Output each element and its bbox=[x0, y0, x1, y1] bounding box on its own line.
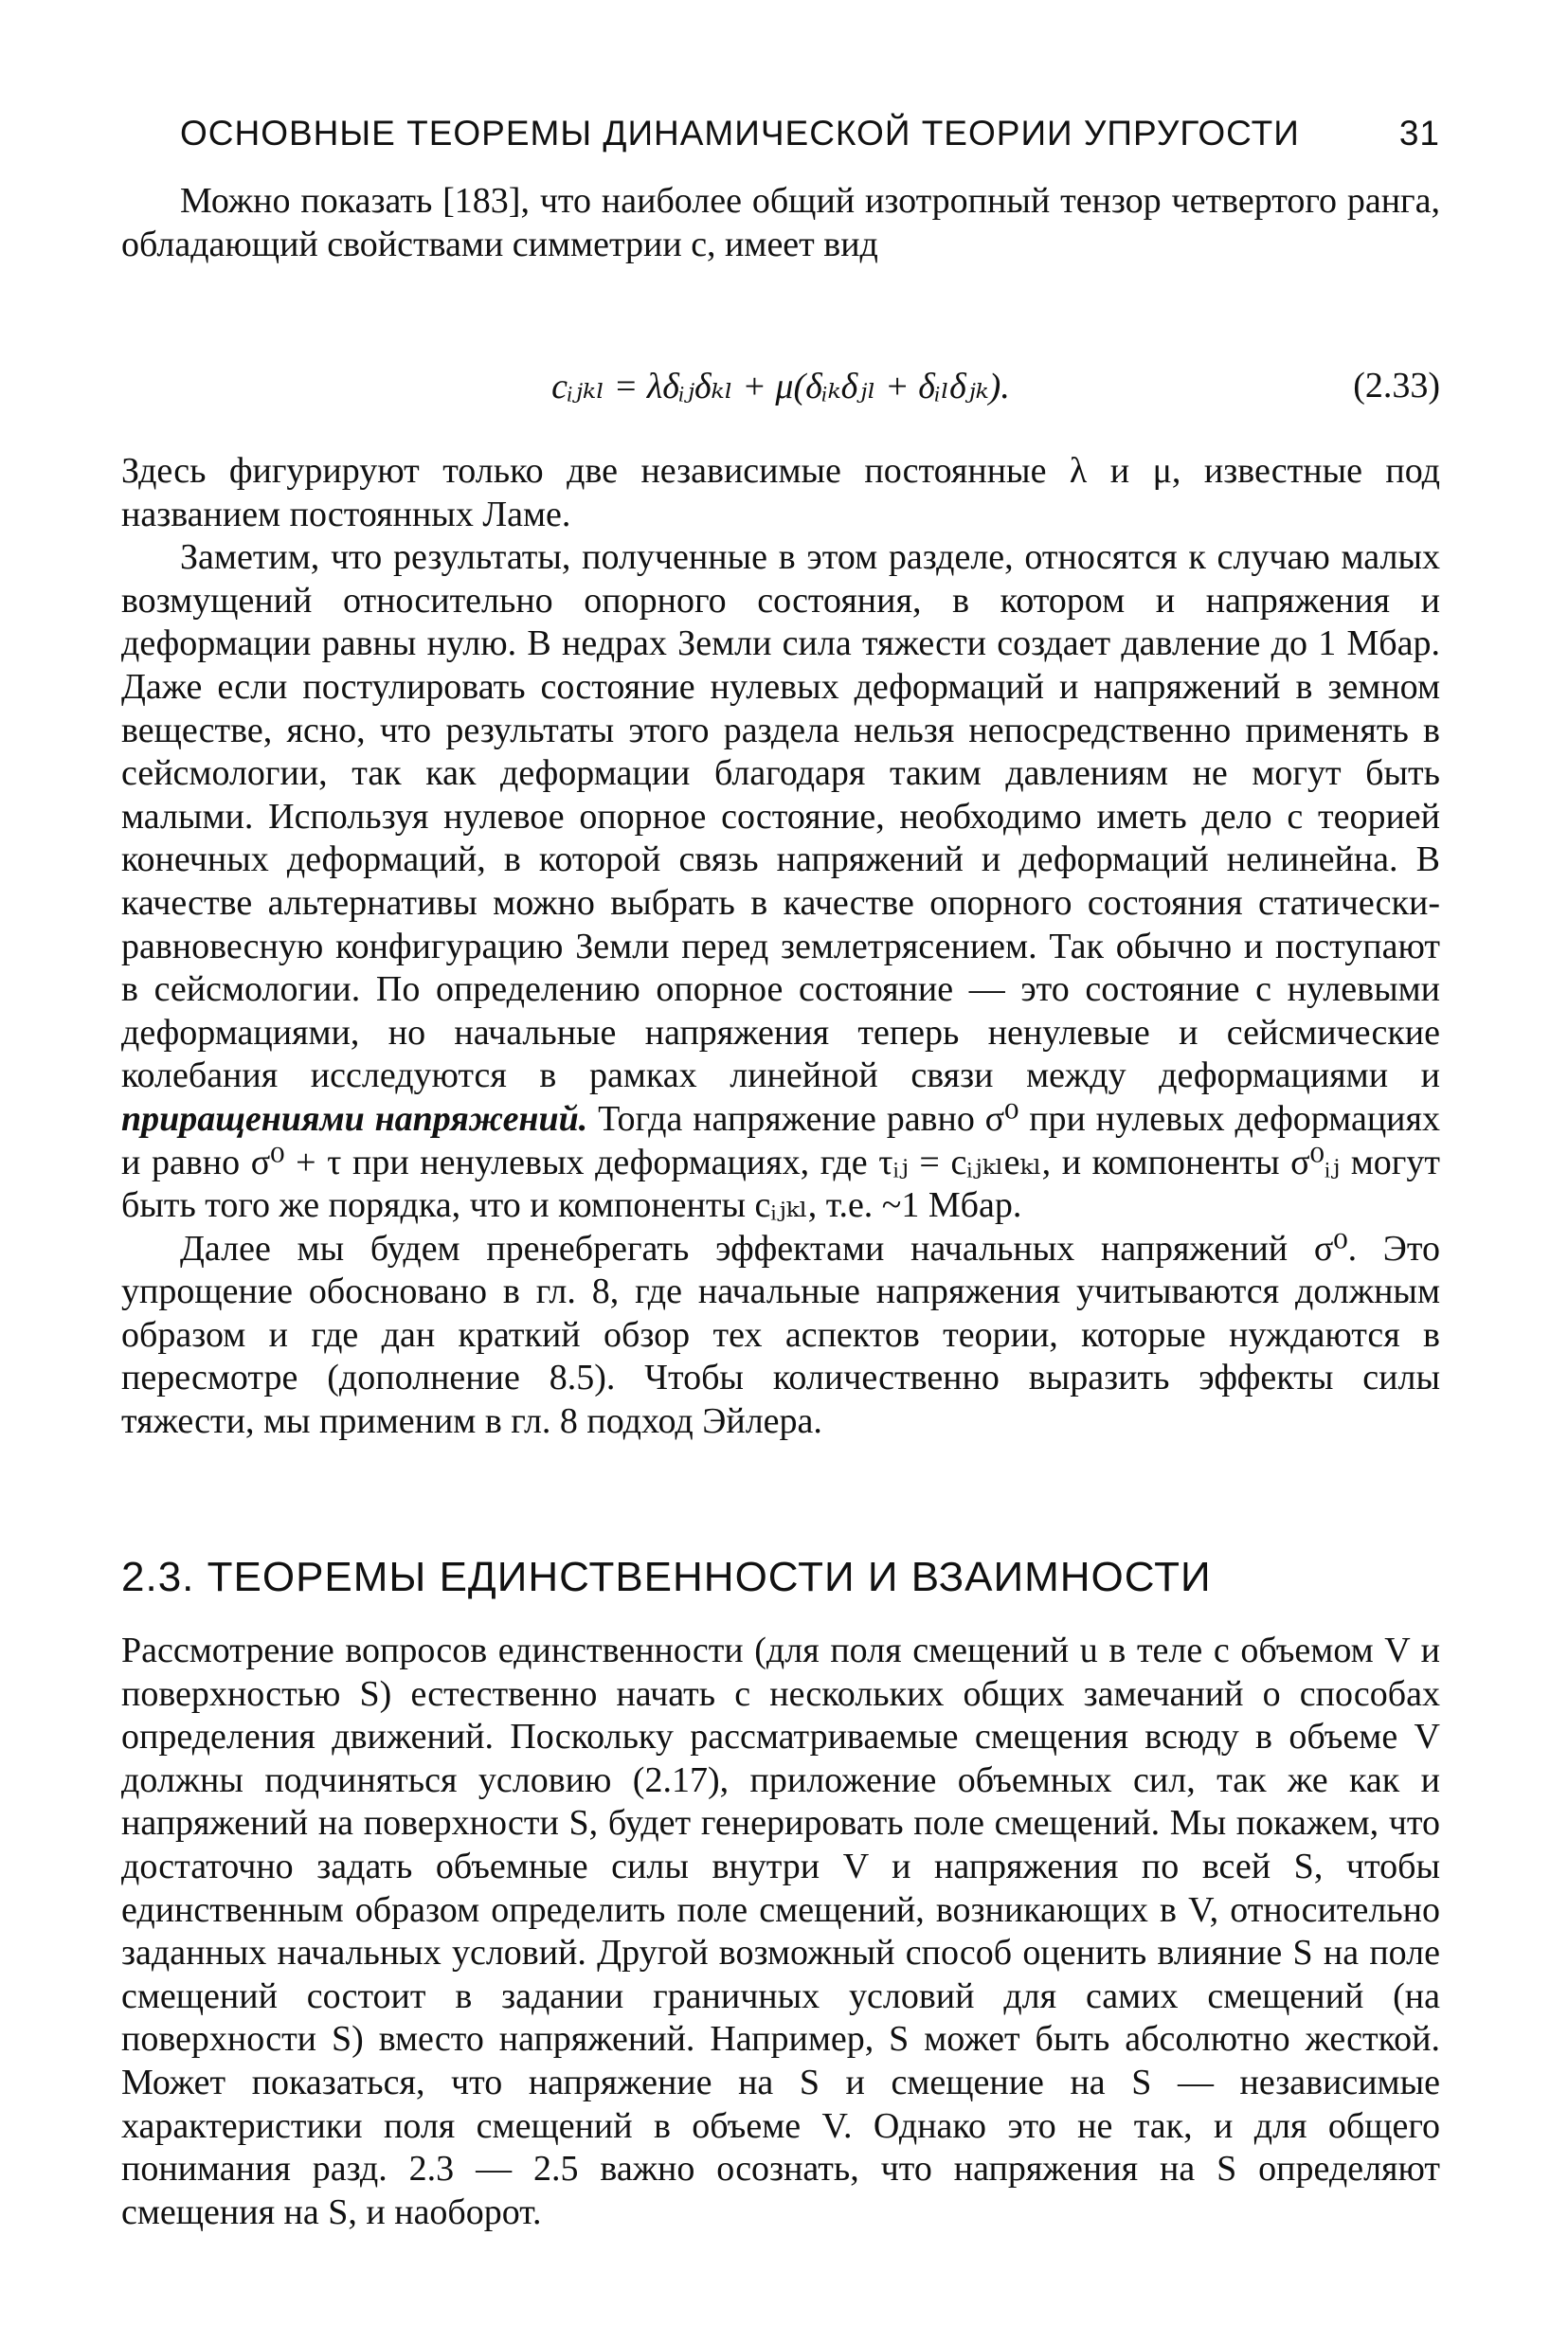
paragraph-intro: Можно показать [183], что наиболее общий изотропный тензор четвертого ранга, обладающий свойствами симметрии c, имеет вид bbox=[121, 181, 1440, 264]
paragraph-initial-stress: Далее мы будем пренебрегать эффектами начальных напряжений σ⁰. Это упрощение обосновано в гл. 8, где начальные напряжения учитываются должным образом и где дан краткий обзор тех аспектов теории, которые нуждаются в пересмотре (дополнение 8.5). Чтобы количественно выразить эффекты силы тяжести, мы применим в гл. 8 подход Эйлера. bbox=[121, 1228, 1440, 1442]
main-block bbox=[121, 450, 1440, 1444]
formula-2-33 bbox=[121, 365, 1440, 407]
emphasis-stress-increments: приращениями напряжений. bbox=[121, 1098, 588, 1139]
section-title: 2.3. ТЕОРЕМЫ ЕДИНСТВЕННОСТИ И ВЗАИМНОСТИ bbox=[121, 1554, 1212, 1600]
paragraph-reference-state bbox=[121, 536, 1440, 1228]
paragraph-reference-state-text: Заметим, что результаты, полученные в этом разделе, относятся к случаю малых возмущений относительно опорного состояния, в котором и напряжения и деформации равны нулю. В недрах Земли сила тяжести создает давление до 1 Мбар. Даже если постулировать состояние нулевых деформаций и напряжений в земном веществе, ясно, что результаты этого раздела нельзя непосредственно применять в сейсмологии, так как деформации благодаря таким давлениям не могут быть малыми. Используя нулевое опорное состояние, необходимо иметь дело с теорией конечных деформаций, в которой связь напряжений и деформаций нелинейна. В качестве альтернативы можно выбрать в качестве опорного состояния статически-равновесную конфигурацию Земли перед землетрясением. Так обычно и поступают в сейсмологии. По определению опорное состояние — это состояние с нулевыми деформациями, но начальные напряжения теперь ненулевые и сейсмические колебания исследуются в рамках линейной связи между деформациями и bbox=[121, 537, 1440, 1096]
equation-number: (2.33) bbox=[1353, 366, 1440, 406]
header-title: ОСНОВНЫЕ ТЕОРЕМЫ ДИНАМИЧЕСКОЙ ТЕОРИИ УПРУГОСТИ bbox=[180, 114, 1300, 153]
section-block bbox=[121, 1630, 1440, 2234]
page-number: 31 bbox=[1398, 114, 1440, 153]
intro-block bbox=[121, 180, 1440, 266]
formula-expression: cᵢⱼₖₗ = λδᵢⱼδₖₗ + μ(δᵢₖδⱼₗ + δᵢₗδⱼₖ). bbox=[551, 367, 1010, 406]
running-header bbox=[180, 114, 1440, 153]
paragraph-uniqueness: Рассмотрение вопросов единственности (для поля смещений u в теле с объемом V и поверхностью S) естественно начать с нескольких общих замечаний о способах определения движений. Поскольку рассматриваемые смещения всюду в объеме V должны подчиняться условию (2.17), приложение объемных сил, так же как и напряжений на поверхности S, будет генерировать поле смещений. Мы покажем, что достаточно задать объемные силы внутри V и напряжения по всей S, чтобы единственным образом определить поле смещений, возникающих в V, относительно заданных начальных условий. Другой возможный способ оценить влияние S на поле смещений состоит в задании граничных условий для самих смещений (на поверхности S) вместо напряжений. Например, S может быть абсолютно жесткой. Может показаться, что напряжение на S и смещение на S — независимые характеристики поля смещений в объеме V. Однако это не так, и для общего понимания разд. 2.3 — 2.5 важно осознать, что напряжения на S определяют смещения на S, и наоборот. bbox=[121, 1631, 1440, 2232]
paragraph-reference-state-tail: Тогда напряжение равно σ⁰ при нулевых деформациях и равно σ⁰ + τ при ненулевых деформациях, где τᵢⱼ = cᵢⱼₖₗeₖₗ, и компоненты σ⁰ᵢⱼ могут быть того же порядка, что и компоненты cᵢⱼₖₗ, т.е. ~1 Мбар. bbox=[121, 1098, 1440, 1226]
paragraph-lame: Здесь фигурируют только две независимые постоянные λ и μ, известные под названием постоянных Ламе. bbox=[121, 451, 1440, 534]
